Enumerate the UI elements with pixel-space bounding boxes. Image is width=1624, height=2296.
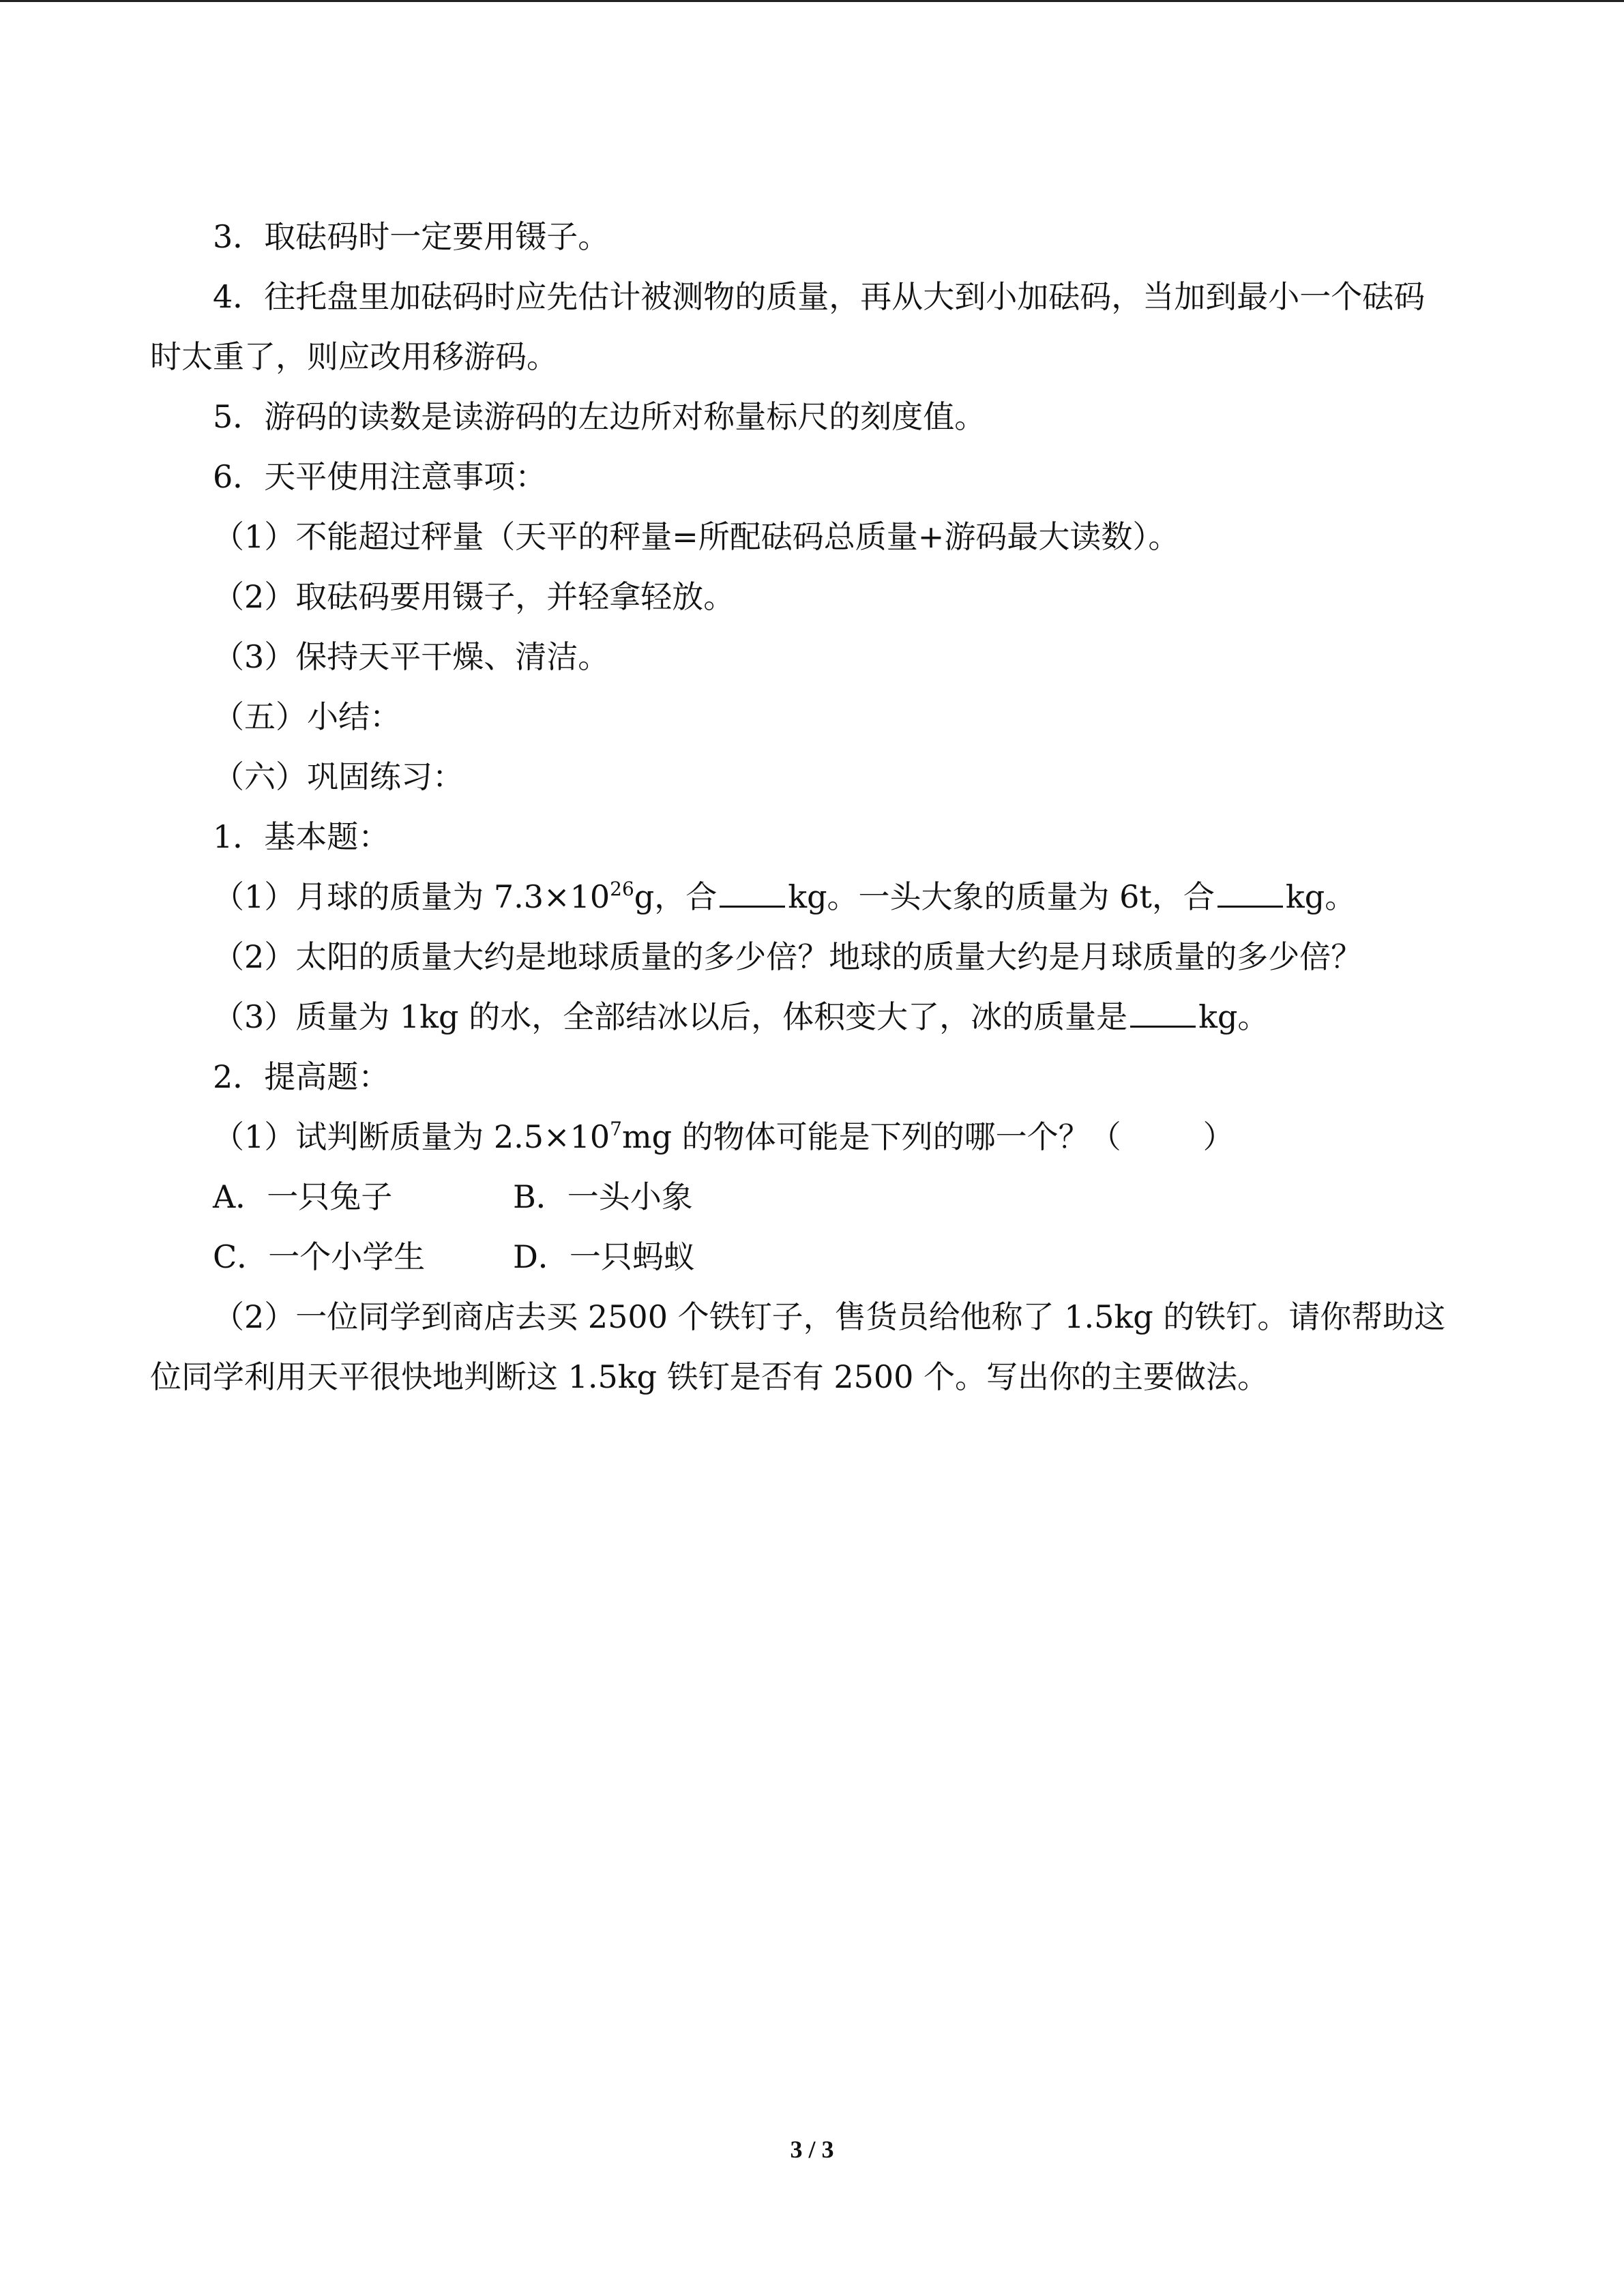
- note-item-3: （3）保持天平干燥、清洁。: [213, 638, 610, 675]
- page-number: 3 / 3: [790, 2136, 834, 2163]
- advanced-question-2-line1: （2）一位同学到商店去买 2500 个铁钉子，售货员给他称了 1.5kg 的铁钉。请你帮助这: [213, 1298, 1446, 1335]
- advanced-question-2-line2: 位同学利用天平很快地判断这 1.5kg 铁钉是否有 2500 个。写出你的主要做法。: [150, 1358, 1269, 1395]
- option-c: C．一个小学生: [213, 1238, 426, 1275]
- q1-exponent: 26: [610, 878, 634, 900]
- q3-text-end: kg。: [1198, 998, 1269, 1035]
- a1-text-mid: mg 的物体可能是下列的哪一个？（: [621, 1118, 1121, 1155]
- advanced-questions-heading: 2．提高题：: [213, 1058, 390, 1095]
- basic-question-3: [150, 987, 1480, 1047]
- note-item-2: （2）取砝码要用镊子，并轻拿轻放。: [213, 578, 735, 615]
- section-practice: （六）巩固练习：: [213, 758, 464, 795]
- a1-text-start: （1）试判断质量为 2.5×10: [213, 1118, 610, 1155]
- section-summary: （五）小结：: [213, 698, 401, 735]
- basic-question-1: [150, 867, 1480, 927]
- options-row-1: [150, 1167, 1480, 1227]
- paragraph-item-5: 5．游码的读数是读游码的左边所对称量标尺的刻度值。: [213, 398, 986, 435]
- answer-blank: [1217, 874, 1283, 908]
- a1-text-end: ）: [1202, 1118, 1235, 1155]
- note-item-1: （1）不能超过秤量（天平的秤量=所配砝码总质量+游码最大读数）。: [213, 518, 1180, 555]
- paragraph-item-4-line1: 4．往托盘里加砝码时应先估计被测物的质量，再从大到小加砝码，当加到最小一个砝码: [213, 278, 1426, 315]
- basic-questions-heading: 1．基本题：: [213, 818, 390, 855]
- q1-text-mid: g，合: [634, 878, 718, 915]
- advanced-question-1: [150, 1107, 1480, 1167]
- options-row-2: [150, 1227, 1480, 1287]
- option-b: B．一头小象: [513, 1178, 693, 1215]
- answer-blank: [720, 874, 785, 908]
- q1-text-start: （1）月球的质量为 7.3×10: [213, 878, 610, 915]
- paragraph-item-6: 6．天平使用注意事项：: [213, 458, 547, 495]
- paragraph-item-3: 3．取砝码时一定要用镊子。: [213, 218, 610, 255]
- paragraph-item-4-line2: 时太重了，则应改用移游码。: [150, 338, 558, 375]
- option-d: D．一只蚂蚁: [513, 1238, 695, 1275]
- q1-text-mid2: kg。一头大象的质量为 6t，合: [788, 878, 1215, 915]
- basic-question-2: （2）太阳的质量大约是地球质量的多少倍？地球的质量大约是月球质量的多少倍？: [213, 938, 1363, 975]
- q3-text-start: （3）质量为 1kg 的水，全部结冰以后，体积变大了，冰的质量是: [213, 998, 1128, 1035]
- q1-text-end: kg。: [1285, 878, 1357, 915]
- document-body: [150, 207, 1480, 1407]
- a1-exponent: 7: [610, 1118, 622, 1140]
- option-a: A．一只兔子: [213, 1178, 393, 1215]
- answer-blank: [1130, 994, 1196, 1028]
